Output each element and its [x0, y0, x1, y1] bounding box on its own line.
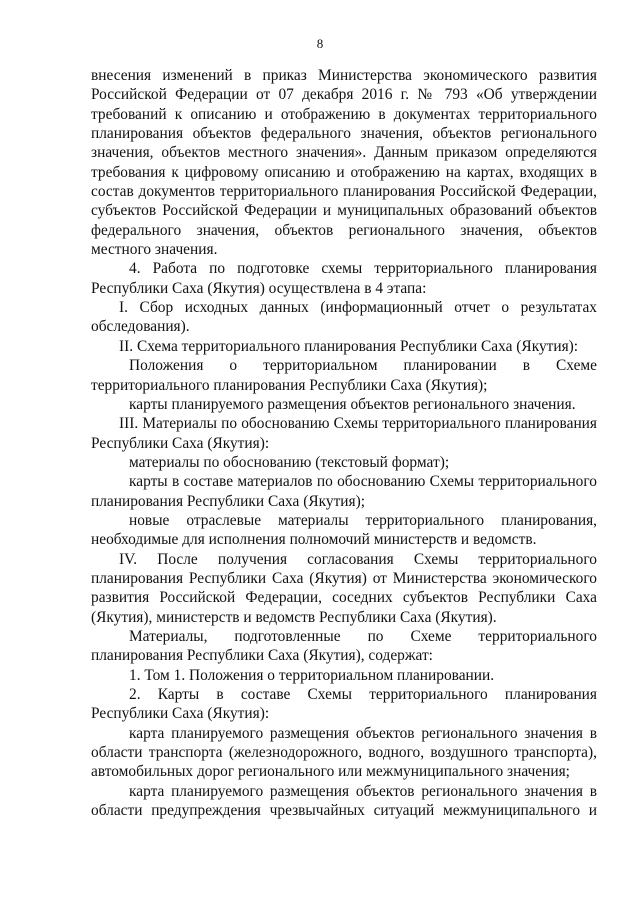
paragraph-materials-contain: Материалы, подготовленные по Схеме территориального планирования Республики Саха (Якутия), содержат: — [91, 627, 597, 665]
list-item-stage-2: II. Схема территориального планирования Республики Саха (Якутия): — [119, 337, 579, 355]
list-item-maps: карты планируемого размещения объектов регионального значения. — [129, 395, 576, 413]
list-item-justification-materials: материалы по обоснованию (текстовый формат); — [129, 453, 450, 471]
page-number: 8 — [316, 36, 324, 51]
list-item-justification-maps: карты в составе материалов по обоснованию Схемы территориального планирования Республики Саха (Якутия); — [91, 473, 597, 510]
document-body — [91, 66, 597, 820]
paragraph-work-stages: 4. Работа по подготовке схемы территориального планирования Республики Саха (Якутия) осуществлена в 4 этапа: — [91, 260, 597, 297]
paragraph-order-amendment: внесения изменений в приказ Министерства экономического развития Российской Федерации от 07 декабря 2016 г. № 793 «Об утверждении требований к описанию и отображению в документах территориального планирования объектов федерального значения, объектов регионального значения, объектов местного значения». Данным приказом определяются требования к цифровому описанию и отображению на картах, входящих в состав документов территориального планирования Российской Федерации, субъектов Российской Федерации и муниципальных образований объектов федерального значения, объектов регионального значения, объектов местного значения. — [91, 67, 597, 259]
list-item-volume-1: 1. Том 1. Положения о территориальном планировании. — [129, 666, 495, 684]
list-item-stage-3: III. Материалы по обоснованию Схемы территориального планирования Республики Саха (Якутия): — [91, 415, 597, 452]
list-item-provisions: Положения о территориальном планировании в Схеме территориального планирования Республики Саха (Якутия); — [91, 357, 597, 394]
list-item-transport-map: карта планируемого размещения объектов регионального значения в области транспорта (железнодорожного, водного, воздушного транспорта), автомобильных дорог регионального или межмуниципального значения; — [91, 724, 597, 781]
list-item-stage-4: IV. После получения согласования Схемы территориального планирования Республики Саха (Якутия) от Министерства экономического развития Российской Федерации, соседних субъектов Республики Саха (Якутия), министерств и ведомств Республики Саха (Якутия). — [91, 550, 597, 626]
list-item-maps-in-scheme: 2. Карты в составе Схемы территориального планирования Республики Саха (Якутия): — [91, 686, 597, 723]
list-item-sector-materials: новые отраслевые материалы территориального планирования, необходимые для исполнения полномочий министерств и ведомств. — [91, 511, 597, 549]
list-item-emergency-map: карта планируемого размещения объектов регионального значения в области предупреждения чрезвычайных ситуаций межмуниципального и — [91, 782, 597, 820]
list-item-stage-1: I. Сбор исходных данных (информационный отчет о результатах обследования). — [91, 299, 597, 336]
